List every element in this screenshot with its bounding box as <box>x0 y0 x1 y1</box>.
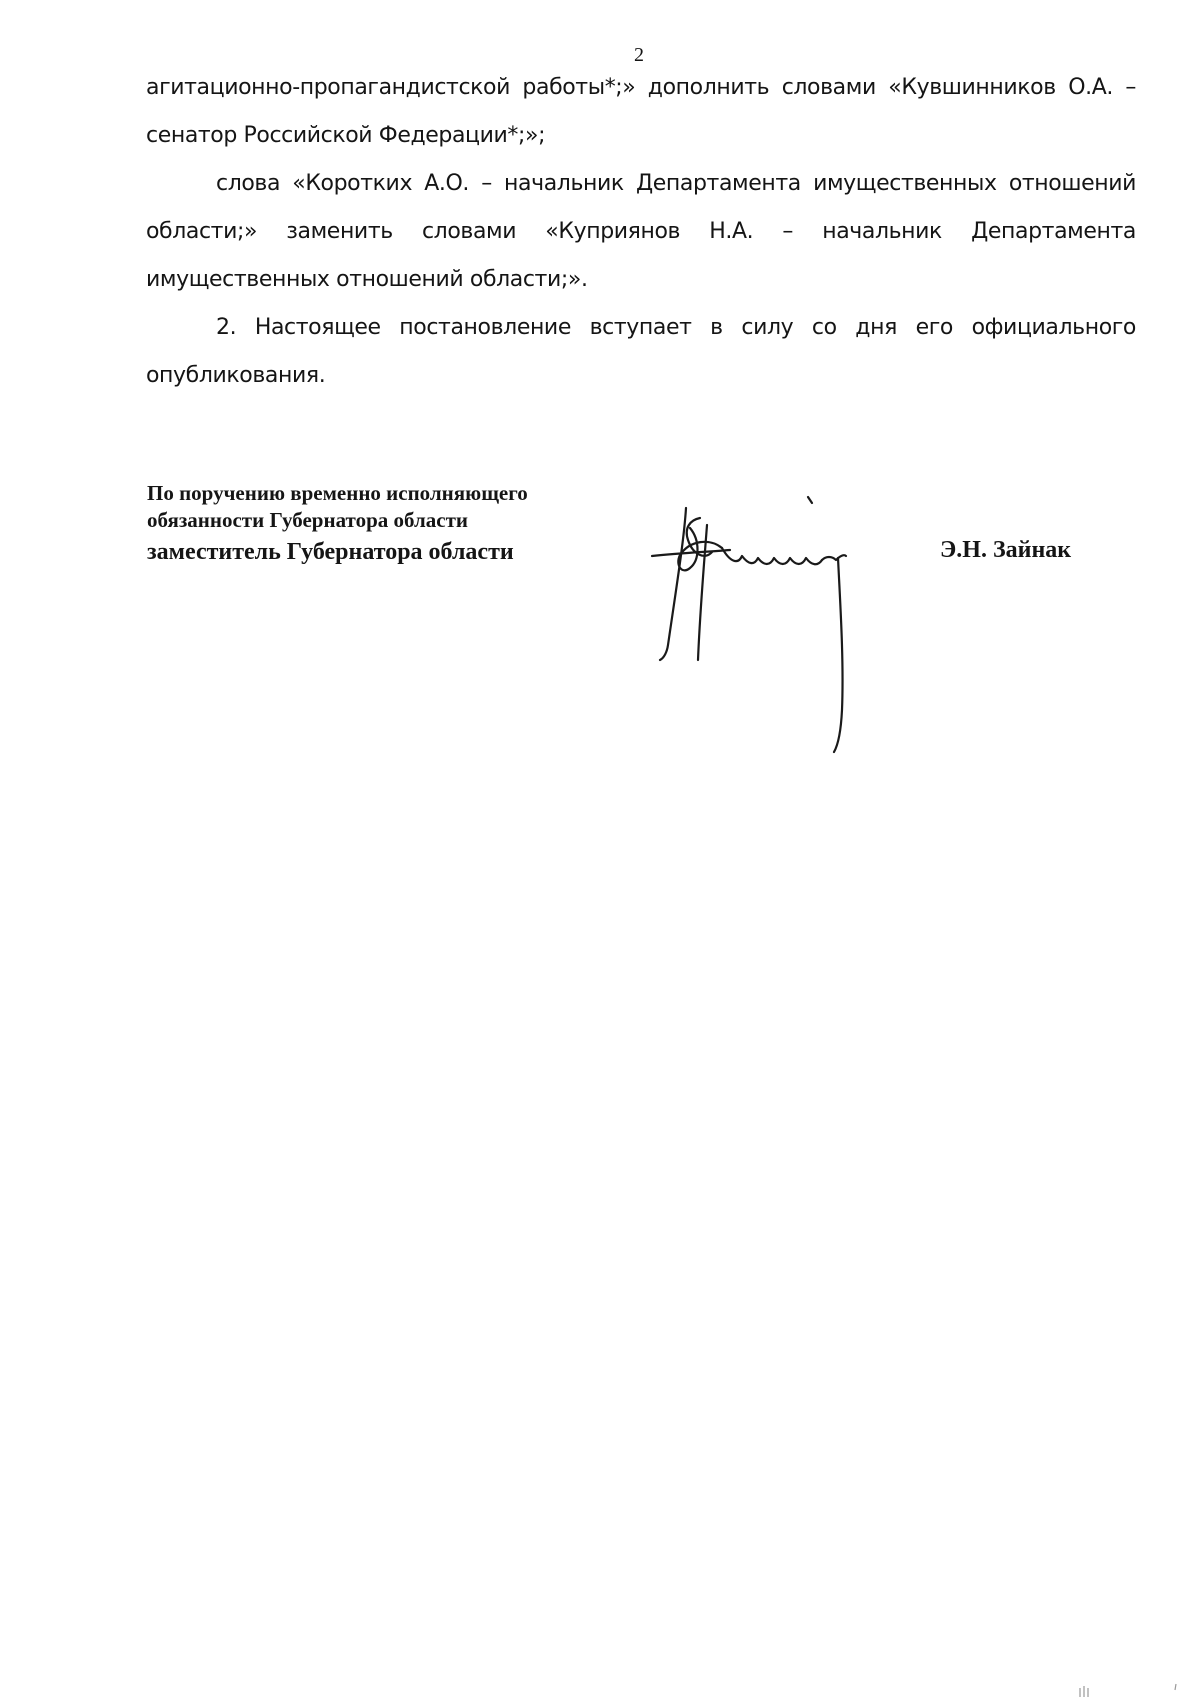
paragraph-continuation: агитационно-пропагандистской работы*;» дополнить словами «Кувшинников О.А. – сенатор Российской Федерации*;»; <box>146 75 1136 148</box>
paragraph-effective-date: 2. Настоящее постановление вступает в силу со дня его официального опубликования. <box>146 315 1136 388</box>
signatory-title-line-2: обязанности Губернатора области <box>147 508 468 532</box>
signatory-title-line-1: По поручению временно исполняющего <box>147 481 528 505</box>
page-number: 2 <box>634 44 644 66</box>
signatory-name: Э.Н. Зайнак <box>940 537 1072 563</box>
signatory-title-line-3: заместитель Губернатора области <box>147 539 514 565</box>
paragraph-replacement: слова «Коротких А.О. – начальник Департамента имущественных отношений области;» заменить словами «Куприянов Н.А. – начальник Департамента имущественных отношений области;». <box>146 171 1136 292</box>
